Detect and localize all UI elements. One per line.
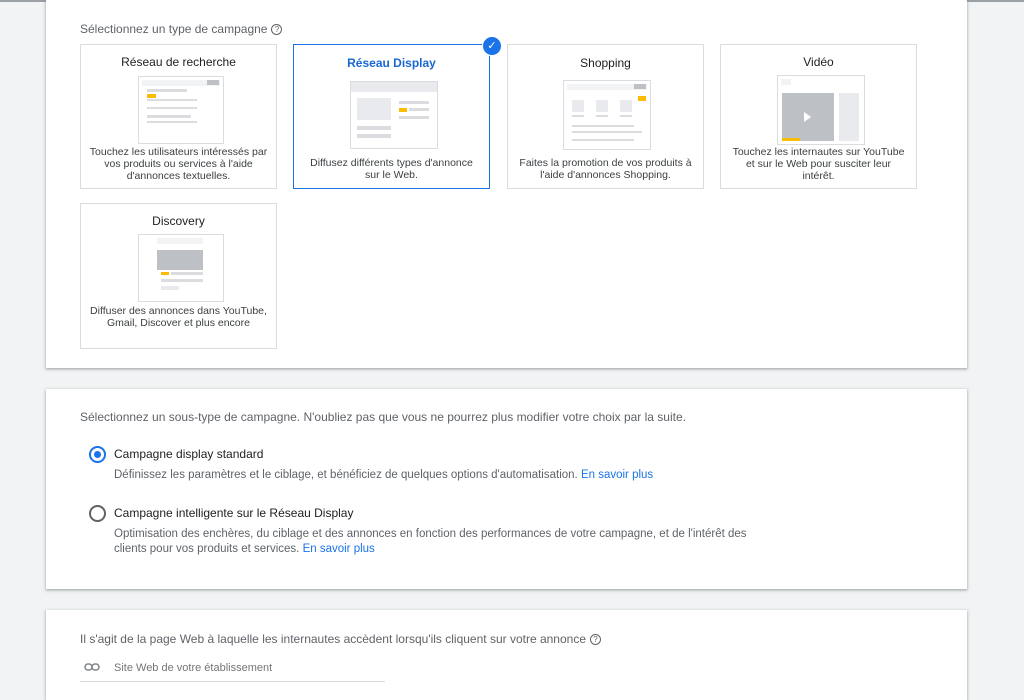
- selected-check-icon: ✓: [482, 36, 502, 56]
- tile-discovery[interactable]: [80, 203, 277, 349]
- option-label: Campagne intelligente sur le Réseau Display: [114, 506, 354, 520]
- search-ad-illustration: [138, 76, 224, 144]
- tile-title: Réseau Display: [347, 56, 436, 70]
- option-label: Campagne display standard: [114, 447, 264, 461]
- radio-smart-display[interactable]: [89, 505, 106, 522]
- campaign-subtype-card: [46, 389, 967, 589]
- video-ad-illustration: [777, 75, 865, 145]
- learn-more-link[interactable]: En savoir plus: [302, 543, 375, 555]
- help-circle-icon[interactable]: ?: [271, 24, 282, 35]
- tile-title: Réseau de recherche: [121, 55, 236, 69]
- tile-shopping[interactable]: [507, 44, 704, 189]
- tile-description: Touchez les utilisateurs intéressés par vos produits ou services à l'aide d'annonces textuelles.: [89, 146, 268, 182]
- tile-video[interactable]: [720, 44, 917, 189]
- link-icon: [84, 662, 100, 672]
- display-ad-illustration: [350, 81, 438, 149]
- tile-description: Diffusez différents types d'annonce sur le Web.: [310, 157, 473, 181]
- website-card: [46, 610, 967, 700]
- subtype-heading: Sélectionnez un sous-type de campagne. N'oubliez pas que vous ne pourrez plus modifier votre choix par la suite.: [80, 410, 686, 424]
- tile-description: Faites la promotion de vos produits à l'aide d'annonces Shopping.: [519, 157, 692, 181]
- website-heading: Il s'agit de la page Web à laquelle les internautes accèdent lorsqu'ils cliquent sur votre annonce ?: [80, 632, 601, 646]
- option-description: Optimisation des enchères, du ciblage et des annonces en fonction des performances de votre campagne, et de l'intérêt des clients pour vos produits et services. En savoir plus: [114, 528, 747, 555]
- learn-more-link[interactable]: En savoir plus: [580, 469, 654, 481]
- campaign-type-card: [46, 0, 967, 368]
- option-description: Définissez les paramètres et le ciblage, et bénéficiez de quelques options d'automatisation. En savoir plus: [114, 469, 654, 481]
- discovery-ad-illustration: [138, 234, 224, 302]
- tile-description: Diffuser des annonces dans YouTube, Gmail, Discover et plus encore: [90, 305, 267, 329]
- tile-search-network[interactable]: [80, 44, 277, 189]
- tile-display-network[interactable]: [293, 44, 490, 189]
- tile-title: Vidéo: [803, 55, 834, 69]
- input-underline: [80, 681, 385, 682]
- radio-standard-display[interactable]: [89, 446, 106, 463]
- shopping-ad-illustration: [563, 80, 651, 150]
- website-url-input[interactable]: [114, 661, 374, 675]
- tile-title: Discovery: [152, 214, 205, 228]
- help-circle-icon[interactable]: ?: [590, 634, 601, 645]
- tile-title: Shopping: [580, 56, 631, 70]
- campaign-type-heading: Sélectionnez un type de campagne ?: [80, 22, 282, 36]
- tile-description: Touchez les internautes sur YouTube et sur le Web pour susciter leur intérêt.: [732, 146, 905, 182]
